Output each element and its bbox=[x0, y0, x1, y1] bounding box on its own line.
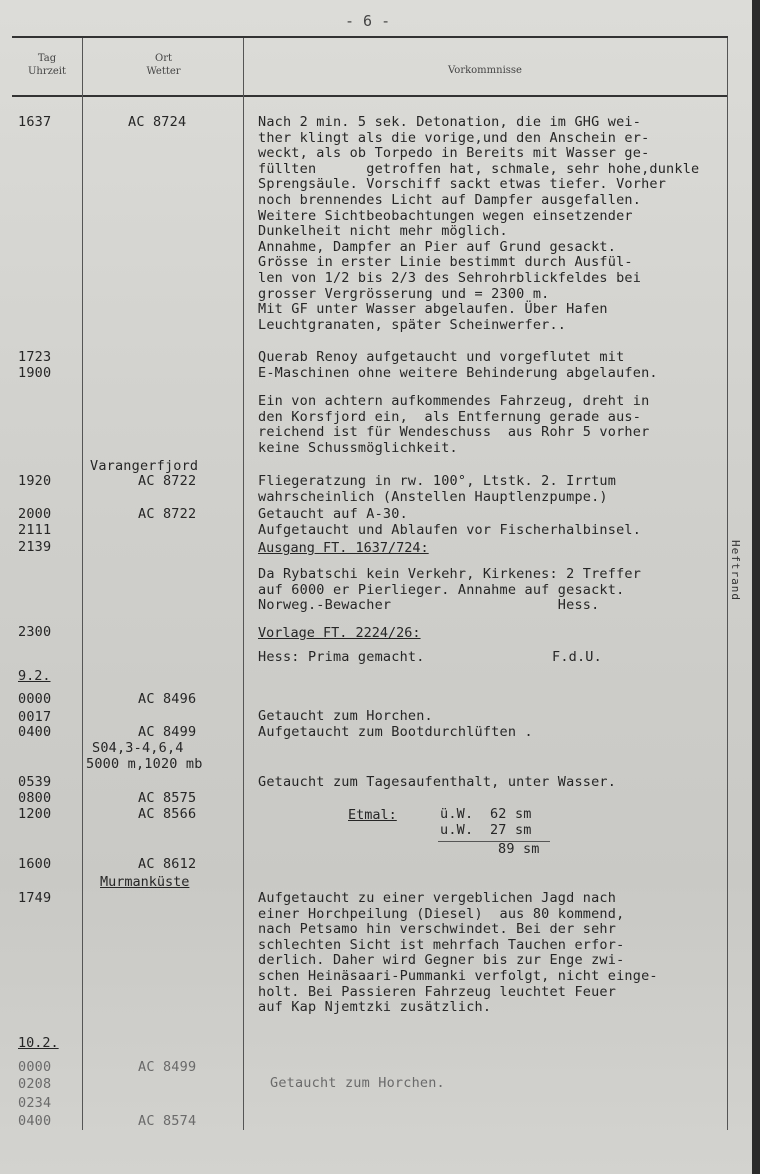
entry-fliegeralarm: Fliegeratzung in rw. 100°, Ltstk. 2. Irrtum wahrscheinlich (Anstellen Hauptlenzpumpe.) bbox=[258, 473, 617, 505]
time-2139: 2139 bbox=[18, 539, 52, 555]
place-weather-wind: S04,3-4,6,4 bbox=[92, 740, 184, 756]
time-1200: 1200 bbox=[18, 806, 52, 822]
entry-detonation: Nach 2 min. 5 sek. Detonation, die im GHG wei- ther klingt als die vorige,und den Anschein er- weckt, als ob Torpedo in Bereits mit Wasser ge- füllten getroffen hat, schmale, sehr hohe,dunkle Sprengsäule. Vorschiff sackt etwas tiefer. Vorher noch brennendes Licht auf Dampfer ausgefallen. Weitere Sichtbeobachtungen wegen einsetzender Dunkelheit nicht mehr möglich. Annahme, Dampfer an Pier auf Grund gesackt. Grösse in erster Linie bestimmt durch Ausfül- len von 1/2 bis 2/3 des Sehrohrblickfeldes bei grosser Vergrösserung und = 2300 m. Mit GF unter Wasser abgelaufen. Über Hafen Leuchtgranaten, später Scheinwerfer.. bbox=[258, 114, 700, 333]
date-10-2: 10.2. bbox=[18, 1035, 59, 1051]
time-0234: 0234 bbox=[18, 1095, 52, 1111]
place-ac8724: AC 8724 bbox=[128, 114, 187, 130]
place-ac8574: AC 8574 bbox=[138, 1113, 197, 1129]
etmal-surface: ü.W. 62 sm bbox=[440, 806, 532, 822]
time-0800: 0800 bbox=[18, 790, 52, 806]
time-1920: 1920 bbox=[18, 473, 52, 489]
place-ac8499: AC 8499 bbox=[138, 724, 197, 740]
place-ac8566: AC 8566 bbox=[138, 806, 197, 822]
entry-fdu: F.d.U. bbox=[552, 649, 602, 665]
time-0400-b: 0400 bbox=[18, 1113, 52, 1129]
entry-tagesaufenthalt: Getaucht zum Tagesaufenthalt, unter Wasser. bbox=[258, 774, 617, 790]
entry-getaucht-horchen: Getaucht zum Horchen. bbox=[258, 708, 433, 724]
place-ac8722-b: AC 8722 bbox=[138, 506, 197, 522]
place-ac8496: AC 8496 bbox=[138, 691, 197, 707]
time-2300: 2300 bbox=[18, 624, 52, 640]
entry-rybatschi: Da Rybatschi kein Verkehr, Kirkenes: 2 Treffer auf 6000 er Pierlieger. Annahme auf gesackt. Norweg.-Bewacher Hess. bbox=[258, 566, 642, 614]
time-2111: 2111 bbox=[18, 522, 52, 538]
place-weather-pressure: 5000 m,1020 mb bbox=[86, 756, 203, 772]
place-murmankueste: Murmanküste bbox=[100, 874, 190, 890]
column-divider-1 bbox=[82, 38, 83, 1130]
time-1749: 1749 bbox=[18, 890, 52, 906]
etmal-total: 89 sm bbox=[498, 841, 540, 857]
time-0400: 0400 bbox=[18, 724, 52, 740]
entry-aufgetaucht-fischerhalbinsel: Aufgetaucht und Ablaufen vor Fischerhalbinsel. bbox=[258, 522, 642, 538]
entry-vorlage-ft: Vorlage FT. 2224/26: bbox=[258, 625, 421, 641]
entry-bootdurchlueften: Aufgetaucht zum Bootdurchlüften . bbox=[258, 724, 533, 740]
time-2000: 2000 bbox=[18, 506, 52, 522]
time-0000-b: 0000 bbox=[18, 1059, 52, 1075]
time-0539: 0539 bbox=[18, 774, 52, 790]
time-1600: 1600 bbox=[18, 856, 52, 872]
entry-getaucht-horchen-b: Getaucht zum Horchen. bbox=[270, 1075, 445, 1091]
entry-ausgang-ft: Ausgang FT. 1637/724: bbox=[258, 540, 429, 556]
place-ac8575: AC 8575 bbox=[138, 790, 197, 806]
place-ac8499-b: AC 8499 bbox=[138, 1059, 197, 1075]
entry-fahrzeug-korsfjord: Ein von achtern aufkommendes Fahrzeug, dreht in den Korsfjord ein, als Entfernung gerade aus- reichend ist für Wendeschuss aus Rohr 5 vorher keine Schussmöglichkeit. bbox=[258, 393, 650, 456]
time-1637: 1637 bbox=[18, 114, 52, 130]
time-1900: 1900 bbox=[18, 365, 52, 381]
time-0000: 0000 bbox=[18, 691, 52, 707]
column-divider-2 bbox=[243, 38, 244, 1130]
place-ac8722-a: AC 8722 bbox=[138, 473, 197, 489]
margin-note: Heftrand bbox=[729, 540, 742, 601]
entry-vergebliche-jagd: Aufgetaucht zu einer vergeblichen Jagd nach einer Horchpeilung (Diesel) aus 80 kommend, nach Petsamo hin verschwindet. Bei der sehr schlechten Sicht ist mehrfach Tauchen erfor- derlich. Daher wird Gegner bis zur Enge zwi- schen Heinäsaari-Pummanki verfolgt, nicht einge- holt. Bei Passieren Fahrzeug leuchtet Feuer auf Kap Njemtzki zusätzlich. bbox=[258, 890, 658, 1016]
header-vorkommnisse: Vorkommnisse bbox=[448, 65, 522, 76]
header-top-rule bbox=[12, 36, 728, 38]
header-bottom-rule bbox=[12, 95, 728, 97]
date-9-2: 9.2. bbox=[18, 668, 51, 684]
place-ac8612: AC 8612 bbox=[138, 856, 197, 872]
place-varangerfjord: Varangerfjord bbox=[90, 458, 199, 474]
page-number: - 6 - bbox=[345, 12, 391, 30]
etmal-submerged: u.W. 27 sm bbox=[440, 822, 532, 838]
time-0017: 0017 bbox=[18, 709, 52, 725]
header-ort-wetter: Ort Wetter bbox=[146, 53, 181, 77]
entry-hess-prima: Hess: Prima gemacht. bbox=[258, 649, 425, 665]
entry-querab-renoy: Querab Renoy aufgetaucht und vorgeflutet mit E-Maschinen ohne weitere Behinderung abgelaufen. bbox=[258, 349, 658, 381]
time-0208: 0208 bbox=[18, 1076, 52, 1092]
etmal-label: Etmal: bbox=[348, 807, 397, 823]
time-1723: 1723 bbox=[18, 349, 52, 365]
header-tag-uhrzeit: Tag Uhrzeit bbox=[27, 53, 67, 77]
entry-getaucht-a30: Getaucht auf A-30. bbox=[258, 506, 408, 522]
